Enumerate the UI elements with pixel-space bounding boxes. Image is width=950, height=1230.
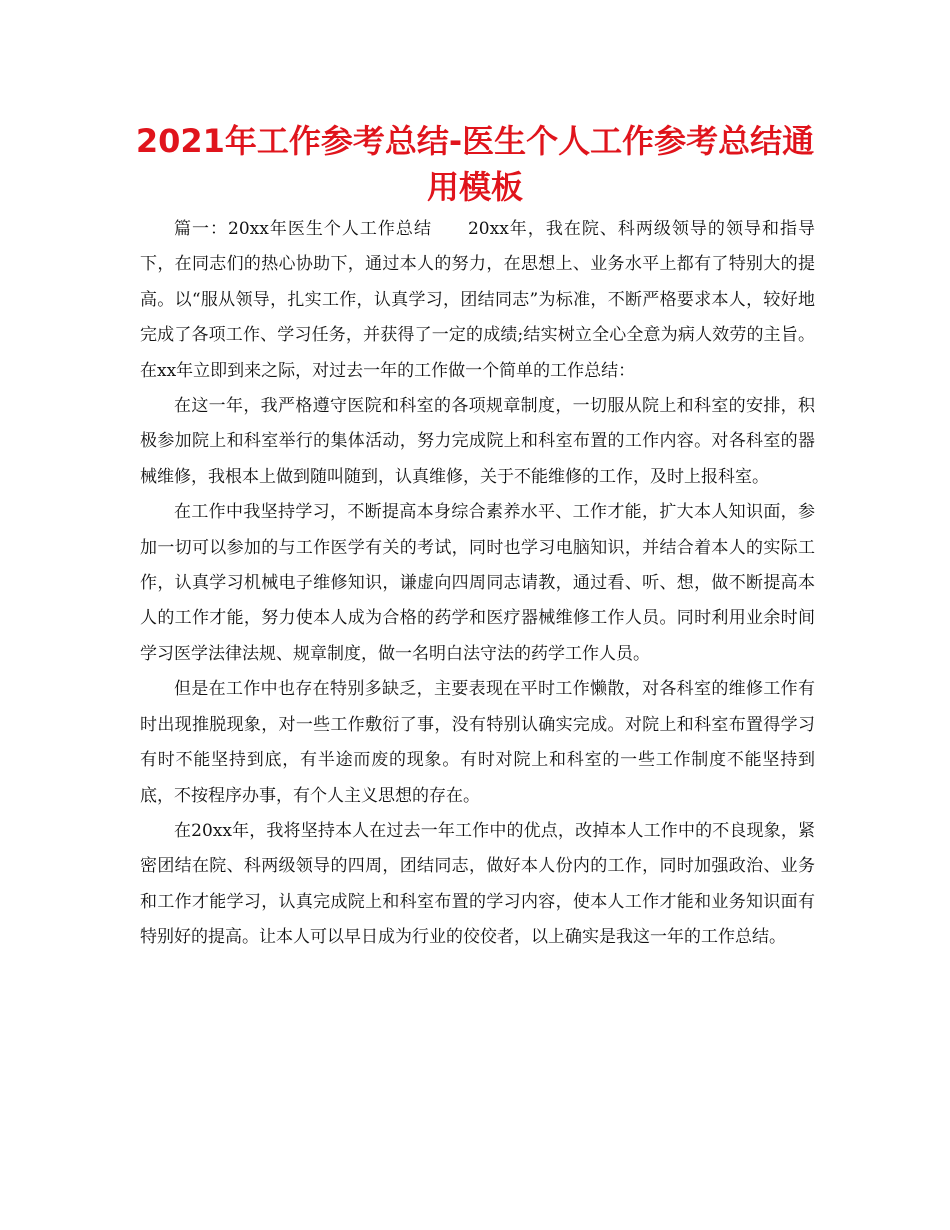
- document-title: 2021年工作参考总结-医生个人工作参考总结通用模板: [135, 122, 815, 206]
- paragraph-plan: 在20xx年，我将坚持本人在过去一年工作中的优点，改掉本人工作中的不良现象，紧密团结在院、科两级领导的四周，团结同志，做好本人份内的工作，同时加强政治、业务和工作才能学习，认真完成院上和科室布置的学习内容，使本人工作才能和业务知识面有特别好的提高。让本人可以早日成为行业的佼佼者，以上确实是我这一年的工作总结。: [140, 820, 815, 948]
- paragraph-rules: 在这一年，我严格遵守医院和科室的各项规章制度，一切服从院上和科室的安排，积极参加院上和科室举行的集体活动，努力完成院上和科室布置的工作内容。对各科室的器械维修，我根本上做到随叫随到，认真维修，关于不能维修的工作，及时上报科室。: [140, 396, 815, 487]
- paragraph-study: 在工作中我坚持学习，不断提高本身综合素养水平、工作才能，扩大本人知识面，参加一切可以参加的与工作医学有关的考试，同时也学习电脑知识，并结合着本人的实际工作，认真学习机械电子维修知识，谦虚向四周同志请教，通过看、听、想，做不断提高本人的工作才能，努力使本人成为合格的药学和医疗器械维修工作人员。同时利用业余时间学习医学法律法规、规章制度，做一名明白法守法的药学工作人员。: [140, 502, 815, 664]
- paragraph-intro: 篇一：20xx年医生个人工作总结 20xx年，我在院、科两级领导的领导和指导下，在同志们的热心协助下，通过本人的努力，在思想上、业务水平上都有了特别大的提高。以“服从领导，扎实工作，认真学习，团结同志”为标准，不断严格要求本人，较好地完成了各项工作、学习任务，并获得了一定的成绩;结实树立全心全意为病人效劳的主旨。在xx年立即到来之际，对过去一年的工作做一个简单的工作总结：: [140, 219, 815, 381]
- document-body: [140, 212, 815, 956]
- paragraph-shortcomings: 但是在工作中也存在特别多缺乏，主要表现在平时工作懒散，对各科室的维修工作有时出现推脱现象，对一些工作敷衍了事，没有特别认确实完成。对院上和科室布置得学习有时不能坚持到底，有半途而废的现象。有时对院上和科室的一些工作制度不能坚持到底，不按程序办事，有个人主义思想的存在。: [140, 679, 815, 806]
